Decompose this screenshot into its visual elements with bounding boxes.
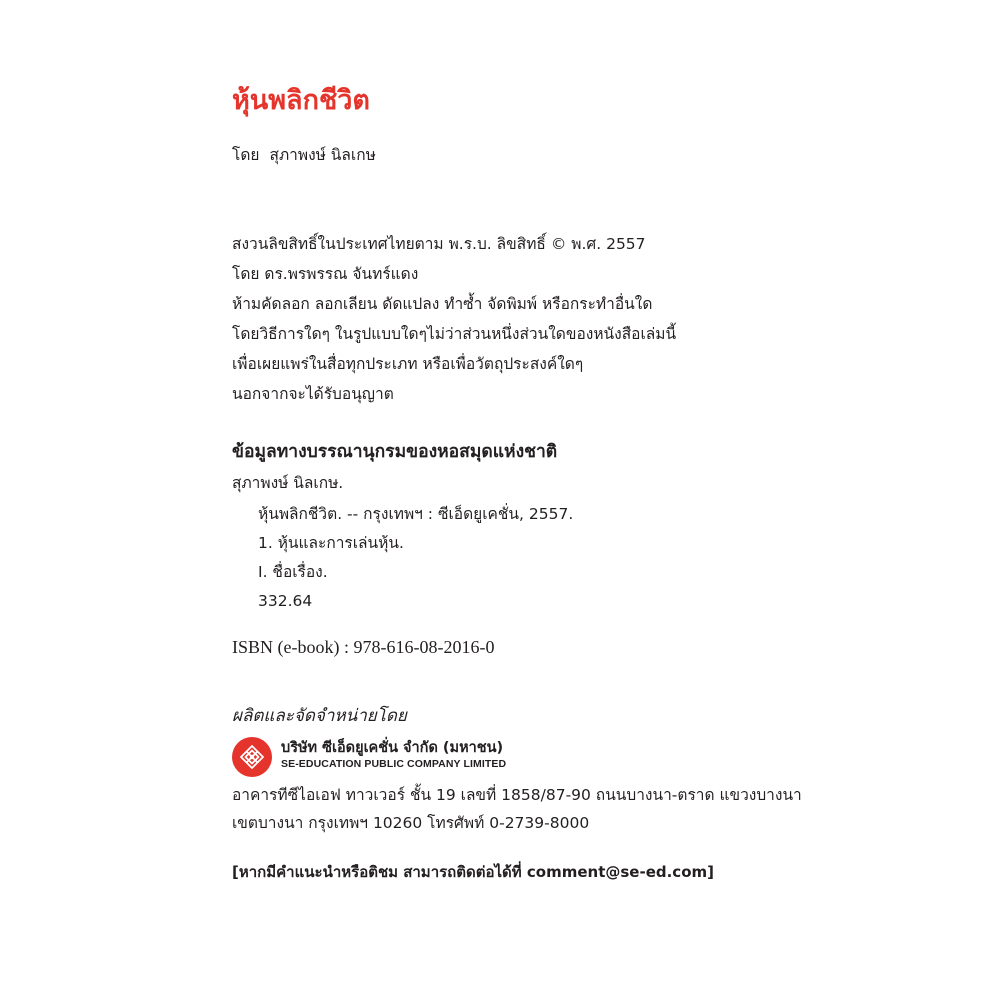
copyright-line: นอกจากจะได้รับอนุญาต xyxy=(232,385,394,403)
publisher-name-english: SE-EDUCATION PUBLIC COMPANY LIMITED xyxy=(281,758,507,770)
cip-entries xyxy=(258,500,573,616)
copyright-line: โดย ดร.พรพรรณ จันทร์แดง xyxy=(232,265,419,283)
publisher-name-thai: บริษัท ซีเอ็ดยูเคชั่น จำกัด (มหาชน) xyxy=(281,740,504,756)
copyright-line: ห้ามคัดลอก ลอกเลียน ดัดแปลง ทำซ้ำ จัดพิมพ์ หรือกระทำอื่นใด xyxy=(232,295,653,313)
copyright-line: เพื่อเผยแพร่ในสื่อทุกประเภท หรือเพื่อวัตถุประสงค์ใดๆ xyxy=(232,355,584,373)
publisher-intro: ผลิตและจัดจำหน่ายโดย xyxy=(232,706,407,726)
address-line: อาคารทีซีไอเอฟ ทาวเวอร์ ชั้น 19 เลขที่ 1858/87-90 ถนนบางนา-ตราด แขวงบางนา xyxy=(232,786,802,804)
cip-entry: 332.64 xyxy=(258,592,313,610)
copyright-notice xyxy=(232,229,676,409)
isbn: ISBN (e-book) : 978-616-08-2016-0 xyxy=(232,637,495,657)
address-line: เขตบางนา กรุงเทพฯ 10260 โทรศัพท์ 0-2739-8000 xyxy=(232,814,590,832)
copyright-line: สงวนลิขสิทธิ์ในประเทศไทยตาม พ.ร.บ. ลิขสิทธิ์ © พ.ศ. 2557 xyxy=(232,235,646,253)
author-line xyxy=(232,145,376,165)
cip-author: สุภาพงษ์ นิลเกษ. xyxy=(232,474,344,492)
cip-entry: 1. หุ้นและการเล่นหุ้น. xyxy=(258,534,404,552)
author-name: สุภาพงษ์ นิลเกษ xyxy=(269,146,376,164)
cip-heading: ข้อมูลทางบรรณานุกรมของหอสมุดแห่งชาติ xyxy=(232,442,558,462)
cip-entry: I. ชื่อเรื่อง. xyxy=(258,563,328,581)
cip-entry: หุ้นพลิกชีวิต. -- กรุงเทพฯ : ซีเอ็ดยูเคชั่น, 2557. xyxy=(258,505,574,523)
se-ed-logo-icon xyxy=(232,737,272,777)
contact-note: [หากมีคำแนะนำหรือติชม สามารถติดต่อได้ที่ comment@se-ed.com] xyxy=(232,863,714,881)
author-label: โดย xyxy=(232,146,260,164)
book-title: หุ้นพลิกชีวิต xyxy=(232,85,370,116)
copyright-line: โดยวิธีการใดๆ ในรูปแบบใดๆไม่ว่าส่วนหนึ่งส่วนใดของหนังสือเล่มนี้ xyxy=(232,325,677,343)
publisher-address xyxy=(232,781,802,837)
